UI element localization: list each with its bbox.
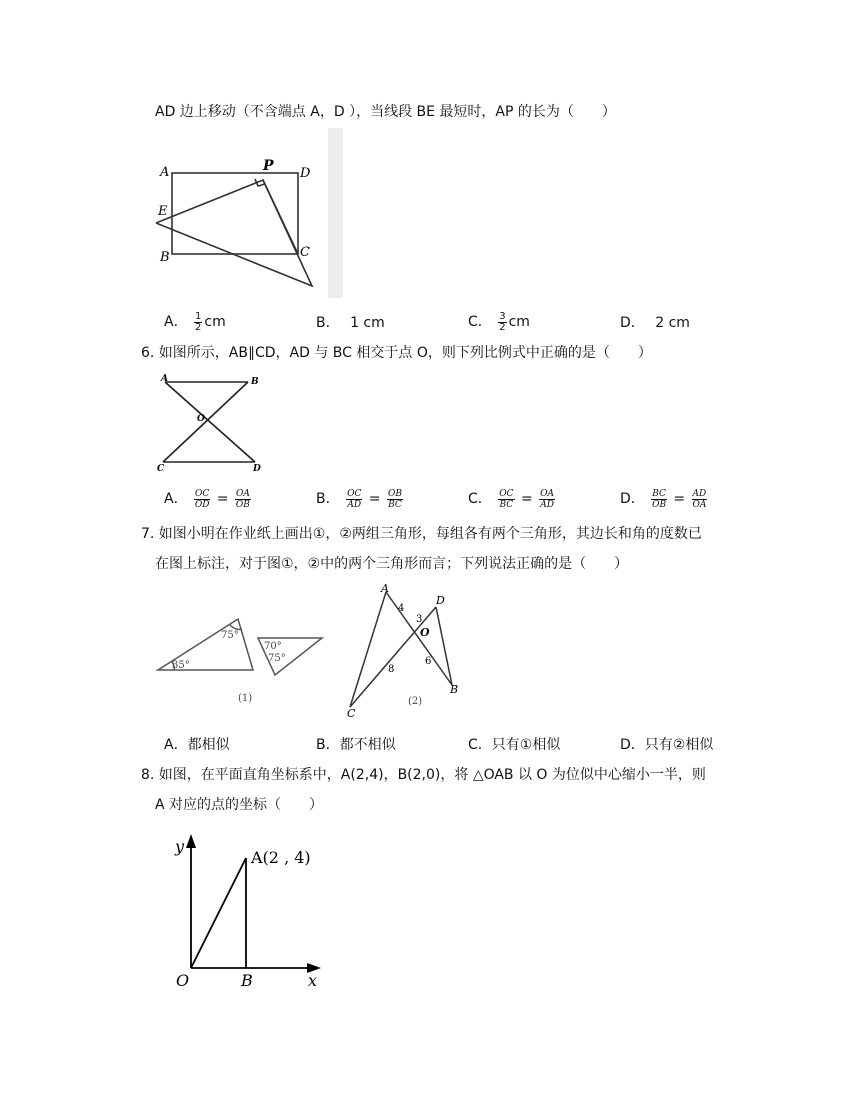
q8-origin-label: O — [176, 971, 190, 990]
q7-option-d-text: 只有②相似 — [644, 737, 714, 753]
q6-segment-bc — [163, 382, 248, 462]
q5-label-e: E — [158, 204, 168, 219]
q7-fig2-segment-cd — [350, 607, 436, 707]
q6-option-b-rhs: $\frac{OB}{BC}$ — [387, 488, 402, 510]
q5-option-c-unit: cm — [508, 314, 530, 330]
q7-fig2-length-8: 8 — [388, 664, 395, 675]
q5-option-a[interactable] — [164, 311, 226, 333]
q7-fig1-angle-75-large: 75° — [221, 630, 239, 641]
q7-option-c-letter: C． — [468, 737, 492, 753]
q6-figure — [155, 372, 270, 477]
q6-option-c-lhs: $\frac{OC}{BC}$ — [499, 488, 514, 510]
q8-figure — [165, 830, 335, 1000]
q6-option-c[interactable]: C． $\frac{OC}{BC}$ = $\frac{OA}{AD}$ — [468, 488, 555, 510]
q5-figure — [150, 128, 350, 300]
q7-option-d-letter: D． — [620, 737, 645, 753]
q7-option-a-text: 都相似 — [187, 737, 230, 753]
q7-option-b[interactable] — [316, 734, 396, 754]
q5-figure-scan-edge — [328, 128, 343, 298]
q8-b-label: B — [241, 971, 253, 990]
q5-option-b-text: 1 cm — [350, 315, 385, 331]
q6-option-d-letter: D． — [620, 491, 645, 507]
q7-fig2-label-b: B — [450, 683, 459, 696]
q6-option-d[interactable]: D． $\frac{BC}{OB}$ = $\frac{AD}{OA}$ — [620, 488, 707, 510]
q6-option-c-letter: C． — [468, 491, 492, 507]
q5-label-p: P — [263, 158, 274, 174]
q7-option-a-letter: A． — [164, 737, 188, 753]
q7-option-d[interactable] — [620, 734, 713, 754]
q7-stem-line-2: 在图上标注，对于图①，②中的两个三角形而言；下列说法正确的是（ ） — [155, 556, 629, 572]
q7-fig2-caption: (2) — [408, 696, 423, 707]
q6-option-c-rhs: $\frac{OA}{AD}$ — [540, 488, 555, 510]
q5-option-a-fraction: $\frac{1}{2}$ — [195, 310, 202, 333]
q7-fig2-length-4: 4 — [398, 603, 405, 614]
q6-label-a: A — [161, 374, 168, 384]
q6-option-a[interactable]: A． $\frac{OC}{OD}$ = $\frac{OA}{OB}$ — [164, 488, 250, 510]
q7-fig2-label-d: D — [436, 594, 445, 607]
q6-label-b: B — [251, 377, 259, 387]
q6-option-b-letter: B． — [316, 491, 340, 507]
q7-fig2-length-6: 6 — [425, 656, 432, 667]
q5-label-b: B — [160, 250, 170, 265]
q8-segment-oa — [191, 858, 246, 968]
q6-option-a-lhs: $\frac{OC}{OD}$ — [194, 488, 210, 510]
q7-figure-2 — [340, 582, 470, 722]
q5-option-a-letter: A． — [164, 314, 188, 330]
q5-option-c-letter: C． — [468, 314, 492, 330]
q7-stem-line-1: 7. 如图小明在作业纸上画出①，②两组三角形，每组各有两个三角形，其边长和角的度数已 — [141, 526, 702, 542]
q6-stem: 6. 如图所示，AB∥CD，AD 与 BC 相交于点 O，则下列比例式中正确的是（ ） — [141, 345, 652, 361]
q5-option-c[interactable] — [468, 311, 530, 333]
q6-option-a-rhs: $\frac{OA}{OB}$ — [235, 488, 250, 510]
q5-option-d[interactable] — [620, 312, 690, 332]
q6-option-b-lhs: $\frac{OC}{AD}$ — [347, 488, 362, 510]
q8-stem-line-1: 8. 如图，在平面直角坐标系中，A(2,4)，B(2,0)，将 △OAB 以 O 为位似中心缩小一半，则 — [141, 767, 706, 783]
q7-option-b-letter: B． — [316, 737, 340, 753]
q6-option-b[interactable]: B． $\frac{OC}{AD}$ = $\frac{OB}{BC}$ — [316, 488, 402, 510]
q7-fig1-angle-75-small: 75° — [268, 653, 286, 664]
q7-fig2-segment-ac — [350, 592, 386, 707]
q8-x-label: x — [308, 971, 318, 990]
q5-option-c-fraction: $\frac{3}{2}$ — [499, 310, 506, 333]
q6-option-d-lhs: $\frac{BC}{OB}$ — [652, 488, 667, 510]
q5-option-a-unit: cm — [204, 314, 226, 330]
q7-fig1-angle-35: 35° — [172, 660, 190, 671]
q7-option-c[interactable] — [468, 734, 560, 754]
q8-y-axis-arrow — [186, 834, 196, 848]
q5-line-pc — [263, 180, 298, 254]
q7-fig2-length-3: 3 — [416, 614, 423, 625]
q7-option-a[interactable] — [164, 734, 230, 754]
q6-segment-ad — [165, 382, 255, 462]
q6-option-a-letter: A． — [164, 491, 188, 507]
q5-label-c: C — [300, 245, 310, 260]
q6-label-c: C — [157, 464, 165, 474]
q7-option-c-text: 只有①相似 — [491, 737, 561, 753]
q5-option-d-text: 2 cm — [655, 315, 690, 331]
q8-a-label: A(2 , 4) — [251, 848, 311, 867]
q5-stem: AD 边上移动（不含端点 A，D ），当线段 BE 最短时，AP 的长为（ ） — [155, 104, 616, 120]
q5-option-b[interactable] — [316, 312, 385, 332]
q6-option-d-rhs: $\frac{AD}{OA}$ — [692, 488, 707, 510]
q7-option-b-text: 都不相似 — [339, 737, 396, 753]
q5-label-a: A — [160, 165, 170, 180]
q5-option-b-letter: B． — [316, 315, 340, 331]
q7-fig1-angle-70: 70° — [264, 641, 282, 652]
q7-fig2-label-c: C — [347, 707, 356, 720]
q8-stem-line-2: A 对应的点的坐标（ ） — [155, 797, 324, 813]
q7-fig2-label-o: O — [420, 626, 430, 639]
q8-y-label: y — [175, 837, 185, 856]
q6-label-d: D — [253, 464, 261, 474]
q6-label-o: O — [197, 414, 205, 424]
q7-fig2-label-a: A — [381, 582, 389, 595]
q7-fig1-caption: (1) — [238, 693, 253, 704]
q5-option-d-letter: D． — [620, 315, 645, 331]
q7-figure-1 — [150, 605, 330, 705]
q5-label-d: D — [300, 166, 311, 181]
